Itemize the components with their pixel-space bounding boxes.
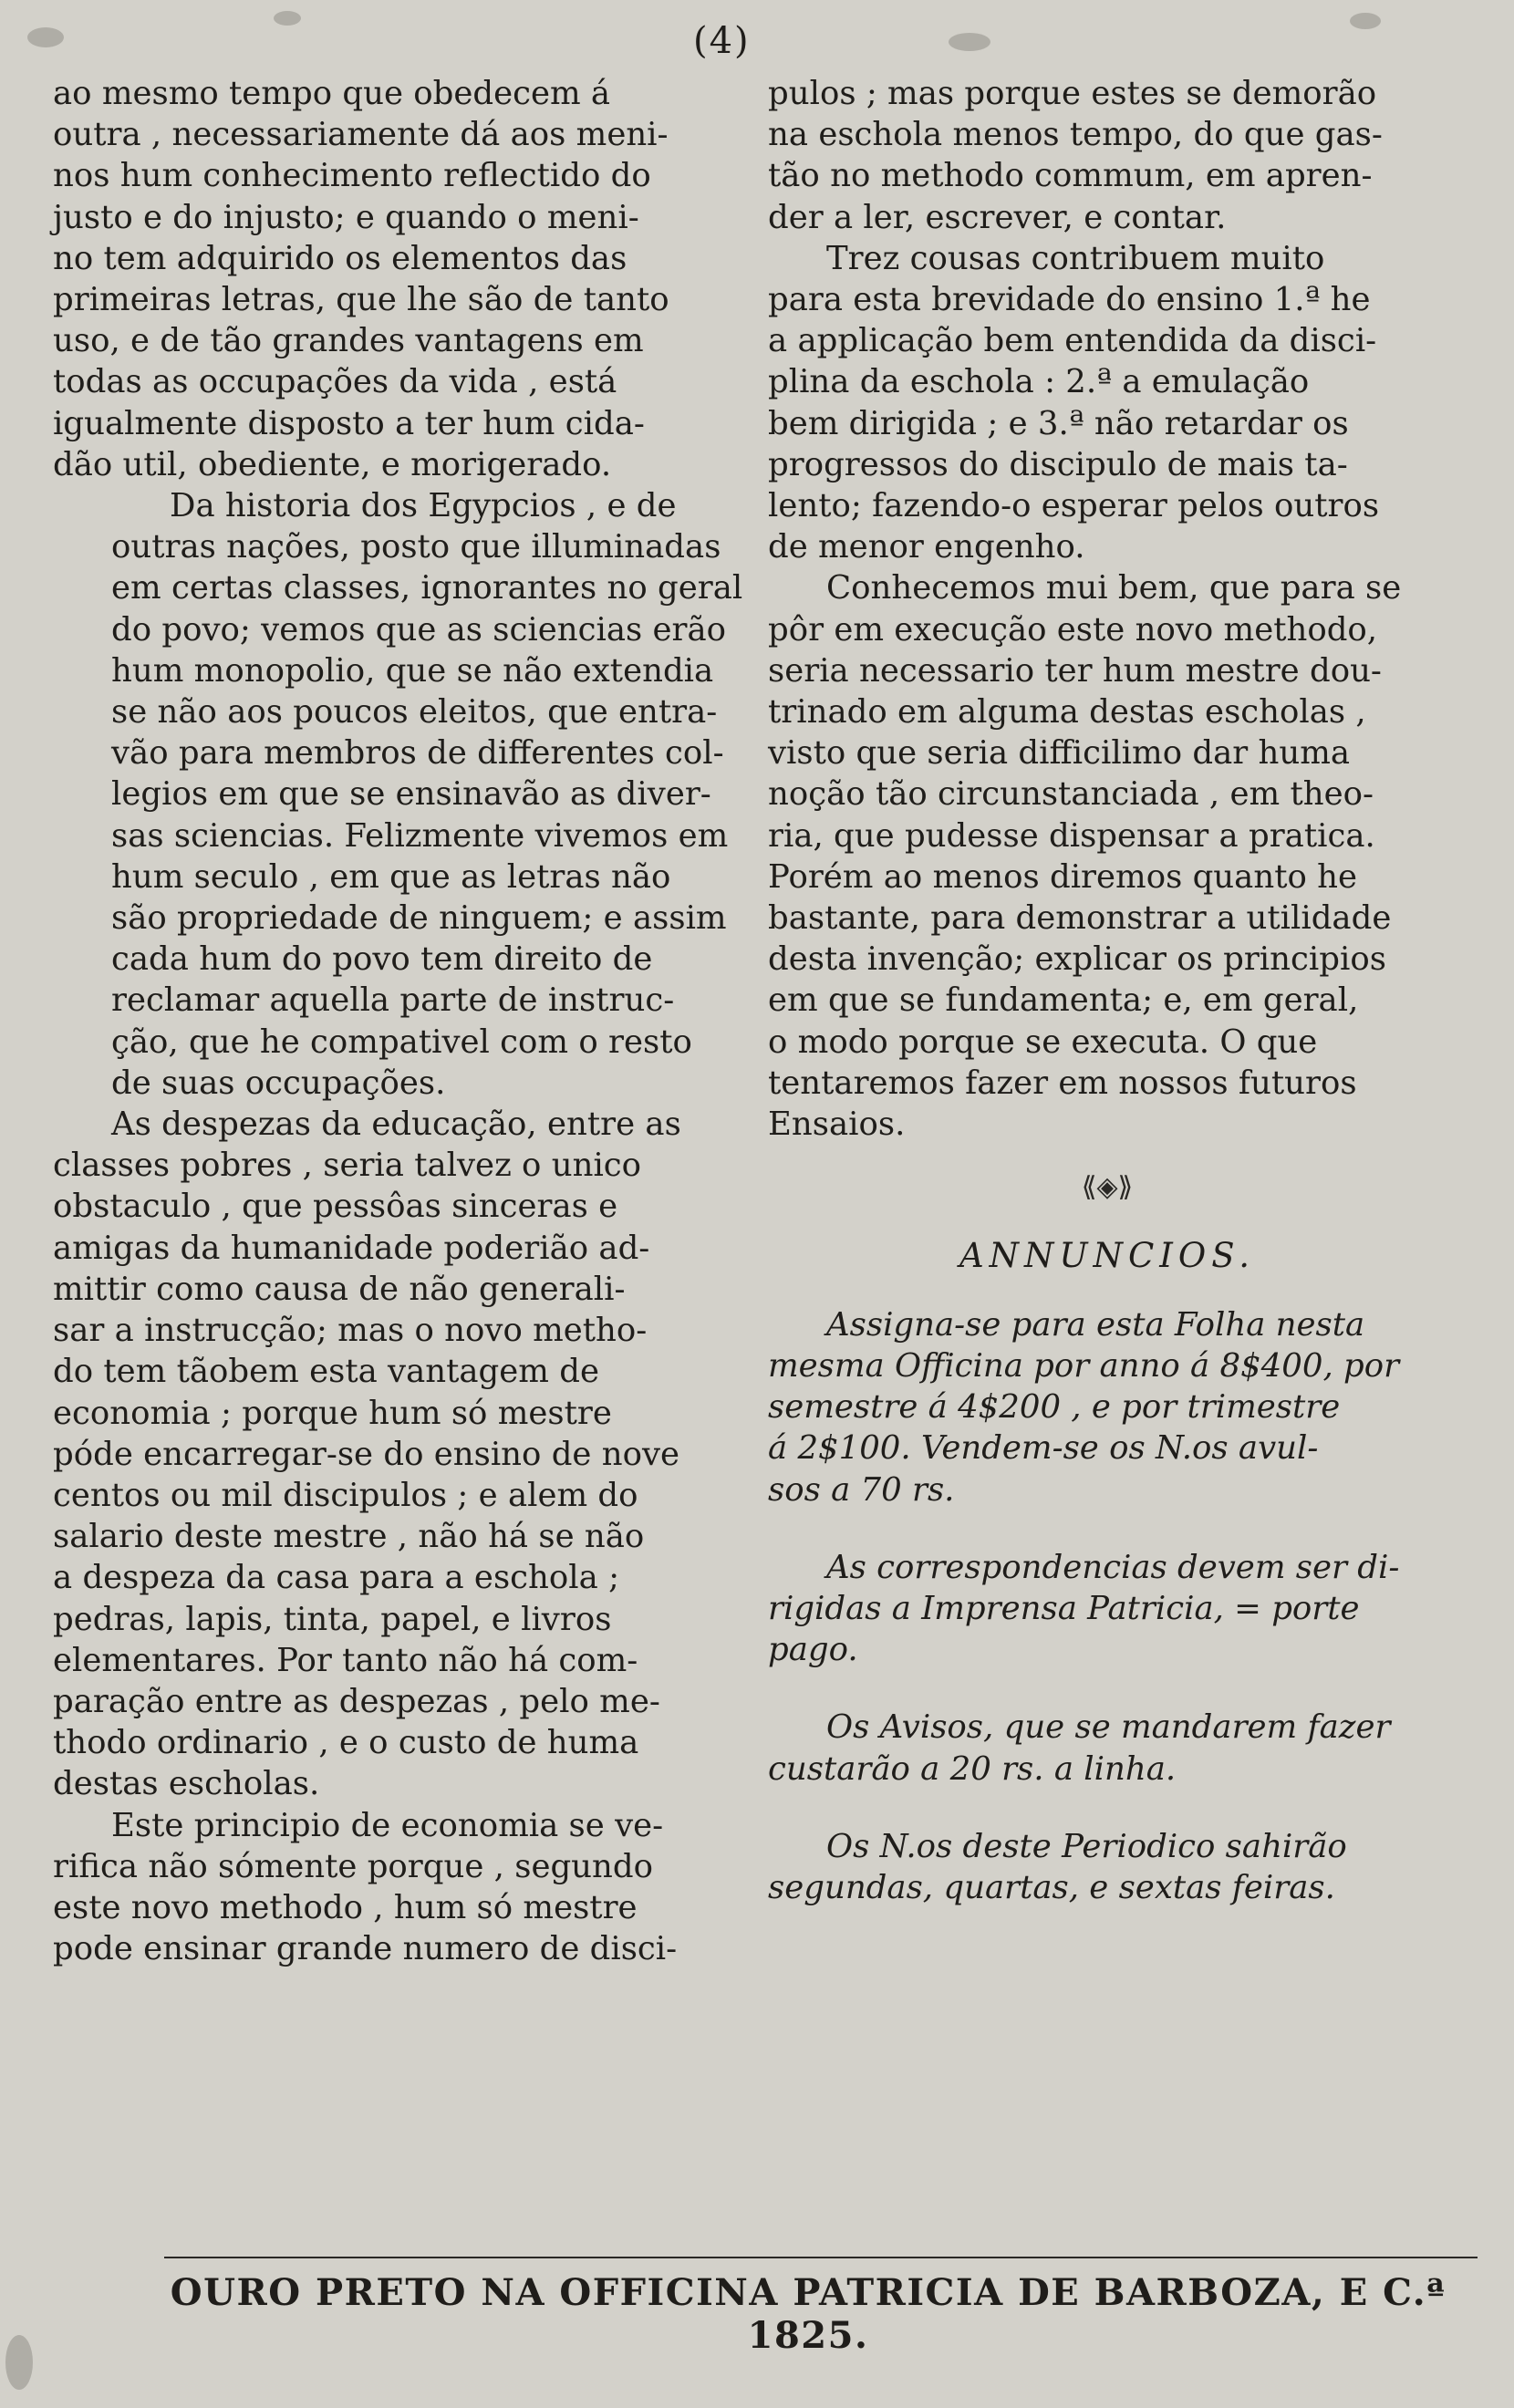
text-line: Conhecemos mui bem, que para se bbox=[826, 569, 1402, 607]
text-line: legios em que se ensinavão as diver- bbox=[111, 775, 711, 814]
announcement-item bbox=[768, 1547, 1447, 1671]
text-line: sas sciencias. Felizmente vivemos em bbox=[111, 816, 729, 855]
text-line: salario deste mestre , não há se não bbox=[53, 1518, 645, 1556]
text-line: de suas occupações. bbox=[111, 1064, 446, 1102]
text-line: uso, e de tão grandes vantagens em bbox=[53, 322, 644, 360]
text-line: se não aos poucos eleitos, que entra- bbox=[111, 693, 718, 732]
text-line: paração entre as despezas , pelo me- bbox=[53, 1682, 660, 1720]
text-line: plina da eschola : 2.ª a emulação bbox=[768, 363, 1310, 401]
text-line: reclamar aquella parte de instruc- bbox=[111, 981, 675, 1020]
text-line: na eschola menos tempo, do que gas- bbox=[768, 116, 1383, 154]
ink-blot bbox=[27, 27, 64, 47]
ink-blot bbox=[274, 11, 301, 26]
text-line: noção tão circunstanciada , em theo- bbox=[768, 775, 1374, 814]
text-line: vão para membros de differentes col- bbox=[111, 734, 724, 773]
text-line: mittir como causa de não generali- bbox=[53, 1270, 626, 1308]
text-line: hum monopolio, que se não extendia bbox=[111, 651, 714, 690]
ink-blot bbox=[1350, 13, 1381, 29]
text-line: lento; fazendo-o esperar pelos outros bbox=[768, 487, 1380, 525]
text-line: em certas classes, ignorantes no geral bbox=[111, 569, 743, 607]
text-line: sos a 70 rs. bbox=[768, 1470, 955, 1509]
text-line: em que se fundamenta; e, em geral, bbox=[768, 981, 1359, 1020]
text-line: rifica não sómente porque , segundo bbox=[53, 1847, 653, 1885]
text-line: As despezas da educação, entre as bbox=[111, 1105, 681, 1144]
footer-rule bbox=[164, 2257, 1478, 2258]
paragraph bbox=[768, 73, 1447, 238]
text-line: para esta brevidade do ensino 1.ª he bbox=[768, 281, 1371, 319]
text-line: seria necessario ter hum mestre dou- bbox=[768, 651, 1382, 690]
text-line: rigidas a Imprensa Patricia, = porte bbox=[768, 1589, 1360, 1627]
ornament-divider-icon: ⟪◈⟫ bbox=[1081, 1171, 1134, 1204]
page-number: (4) bbox=[693, 20, 751, 62]
text-line: todas as occupações da vida , está bbox=[53, 363, 617, 401]
text-line: igualmente disposto a ter hum cida- bbox=[53, 404, 645, 442]
text-line: As correspondencias devem ser di- bbox=[826, 1548, 1400, 1586]
text-line: visto que seria difficilimo dar huma bbox=[768, 734, 1351, 773]
announcement-item bbox=[768, 1304, 1447, 1510]
announcements-heading: ANNUNCIOS. bbox=[959, 1236, 1256, 1276]
paragraph bbox=[53, 1104, 748, 1804]
text-line: ria, que pudesse dispensar a pratica. bbox=[768, 816, 1375, 855]
text-line: bastante, para demonstrar a utilidade bbox=[768, 899, 1392, 938]
text-line: á 2$100. Vendem-se os N.os avul- bbox=[768, 1429, 1319, 1468]
text-line: Ensaios. bbox=[768, 1105, 906, 1144]
text-line: primeiras letras, que lhe são de tanto bbox=[53, 281, 669, 319]
text-line: ao mesmo tempo que obedecem á bbox=[53, 75, 611, 112]
text-line: pulos ; mas porque estes se demorão bbox=[768, 75, 1377, 112]
text-line: do povo; vemos que as sciencias erão bbox=[111, 610, 727, 649]
text-line: bem dirigida ; e 3.ª não retardar os bbox=[768, 404, 1349, 442]
text-line: tentaremos fazer em nossos futuros bbox=[768, 1064, 1357, 1102]
imprint-line: OURO PRETO NA OFFICINA PATRICIA DE BARBOZA, E C.ª 1825. bbox=[170, 2271, 1447, 2357]
text-line: hum seculo , em que as letras não bbox=[111, 857, 671, 896]
left-column bbox=[53, 73, 748, 1969]
ink-blot bbox=[949, 33, 990, 51]
text-line: semestre á 4$200 , e por trimestre bbox=[768, 1388, 1341, 1427]
paragraph bbox=[53, 485, 748, 1104]
announcements-section bbox=[768, 1304, 1447, 1908]
text-line: Trez cousas contribuem muito bbox=[826, 239, 1325, 277]
text-line: centos ou mil discipulos ; e alem do bbox=[53, 1476, 638, 1514]
text-line: Os N.os deste Periodico sahirão bbox=[826, 1827, 1347, 1865]
text-line: der a ler, escrever, e contar. bbox=[768, 198, 1227, 236]
text-line: obstaculo , que pessôas sinceras e bbox=[53, 1188, 618, 1226]
text-line: no tem adquirido os elementos das bbox=[53, 239, 627, 277]
announcement-item bbox=[768, 1826, 1447, 1908]
text-line: custarão a 20 rs. a linha. bbox=[768, 1749, 1177, 1788]
text-line: pode ensinar grande numero de disci- bbox=[53, 1930, 678, 1968]
text-line: sar a instrucção; mas o novo metho- bbox=[53, 1312, 648, 1350]
text-line: tão no methodo commum, em apren- bbox=[768, 157, 1373, 195]
text-line: a despeza da casa para a eschola ; bbox=[53, 1559, 620, 1597]
text-line: thodo ordinario , e o custo de huma bbox=[53, 1724, 639, 1762]
right-column bbox=[768, 73, 1447, 1945]
paragraph bbox=[768, 567, 1447, 1145]
text-line: pago. bbox=[768, 1631, 858, 1669]
text-line: justo e do injusto; e quando o meni- bbox=[53, 198, 639, 236]
text-line: Porém ao menos diremos quanto he bbox=[768, 857, 1357, 896]
text-line: outra , necessariamente dá aos meni- bbox=[53, 116, 669, 154]
text-line: dão util, obediente, e morigerado. bbox=[53, 445, 612, 483]
text-line: trinado em alguma destas escholas , bbox=[768, 693, 1366, 732]
text-line: este novo methodo , hum só mestre bbox=[53, 1888, 638, 1926]
paragraph bbox=[53, 73, 748, 485]
text-line: do tem tãobem esta vantagem de bbox=[53, 1353, 599, 1391]
text-line: amigas da humanidade poderião ad- bbox=[53, 1229, 650, 1267]
text-line: Da historia dos Egypcios , e de bbox=[170, 487, 677, 525]
ink-blot bbox=[5, 2335, 33, 2390]
text-line: economia ; porque hum só mestre bbox=[53, 1394, 612, 1432]
text-line: a applicação bem entendida da disci- bbox=[768, 322, 1377, 360]
text-line: mesma Officina por anno á 8$400, por bbox=[768, 1346, 1400, 1385]
text-line: nos hum conhecimento reflectido do bbox=[53, 157, 651, 195]
text-line: Os Avisos, que se mandarem fazer bbox=[826, 1708, 1391, 1747]
text-line: classes pobres , seria talvez o unico bbox=[53, 1147, 642, 1185]
text-line: Assigna-se para esta Folha nesta bbox=[826, 1305, 1365, 1344]
paragraph bbox=[768, 238, 1447, 568]
text-line: progressos do discipulo de mais ta- bbox=[768, 445, 1348, 483]
text-line: desta invenção; explicar os principios bbox=[768, 940, 1386, 979]
announcement-item bbox=[768, 1707, 1447, 1789]
text-line: póde encarregar-se do ensino de nove bbox=[53, 1435, 680, 1473]
paragraph bbox=[53, 1805, 748, 1970]
text-line: outras nações, posto que illuminadas bbox=[111, 528, 721, 566]
text-line: segundas, quartas, e sextas feiras. bbox=[768, 1868, 1335, 1906]
text-line: de menor engenho. bbox=[768, 528, 1085, 566]
text-line: são propriedade de ninguem; e assim bbox=[111, 899, 727, 938]
text-line: pedras, lapis, tinta, papel, e livros bbox=[53, 1600, 612, 1638]
text-line: Este principio de economia se ve- bbox=[111, 1806, 664, 1844]
text-line: cada hum do povo tem direito de bbox=[111, 940, 653, 979]
text-line: pôr em execução este novo methodo, bbox=[768, 610, 1378, 649]
text-line: destas escholas. bbox=[53, 1765, 320, 1803]
text-line: ção, que he compativel com o resto bbox=[111, 1022, 692, 1061]
text-line: elementares. Por tanto não há com- bbox=[53, 1641, 638, 1679]
text-line: o modo porque se executa. O que bbox=[768, 1022, 1318, 1061]
